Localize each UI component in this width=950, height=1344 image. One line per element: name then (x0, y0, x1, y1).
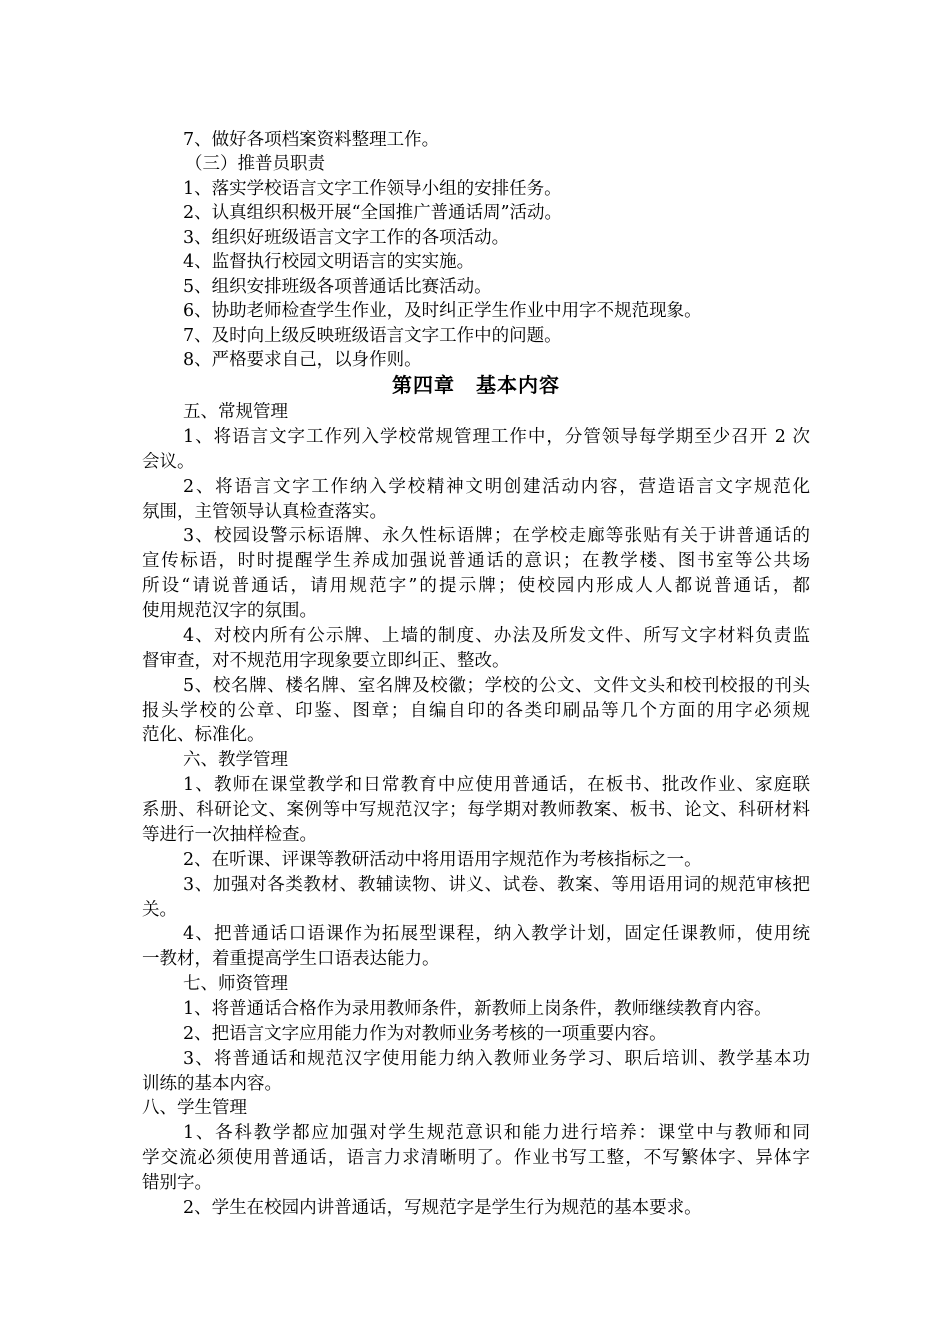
paragraph-line: 系册、科研论文、案例等中写规范汉字；每学期对教师教案、板书、论文、科研材料 (142, 800, 810, 820)
section-heading: 八、学生管理 (142, 1098, 247, 1118)
paragraph-line: 关。 (142, 900, 177, 920)
paragraph-line: 2、学生在校园内讲普通话，写规范字是学生行为规范的基本要求。 (183, 1198, 702, 1218)
paragraph-line: 1、各科教学都应加强对学生规范意识和能力进行培养：课堂中与教师和同 (183, 1123, 810, 1143)
paragraph-line: 学交流必须使用普通话，语言力求清晰明了。作业书写工整，不写繁体字、异体字 (142, 1148, 810, 1168)
paragraph-line: 报头学校的公章、印鉴、图章；自编自印的各类印刷品等几个方面的用字必须规 (142, 701, 810, 721)
paragraph-line: 4、对校内所有公示牌、上墙的制度、办法及所发文件、所写文字材料负责监 (183, 626, 810, 646)
section-heading: 七、师资管理 (183, 974, 288, 994)
paragraph-line: 训练的基本内容。 (142, 1074, 282, 1094)
list-item: 6、协助老师检查学生作业，及时纠正学生作业中用字不规范现象。 (183, 301, 702, 321)
section-heading: 五、常规管理 (183, 402, 288, 422)
paragraph-line: 1、教师在课堂教学和日常教育中应使用普通话，在板书、批改作业、家庭联 (183, 775, 810, 795)
paragraph-line: 3、将普通话和规范汉字使用能力纳入教师业务学习、职后培训、教学基本功 (183, 1049, 810, 1069)
paragraph-line: 3、校园设警示标语牌、永久性标语牌；在学校走廊等张贴有关于讲普通话的 (183, 526, 810, 546)
paragraph-line: 2、将语言文字工作纳入学校精神文明创建活动内容，营造语言文字规范化 (183, 477, 810, 497)
paragraph-line: 错别字。 (142, 1173, 212, 1193)
list-item: 5、组织安排班级各项普通话比赛活动。 (183, 277, 492, 297)
list-item: 1、落实学校语言文字工作领导小组的安排任务。 (183, 179, 562, 199)
paragraph-line: 宣传标语，时时提醒学生养成加强说普通话的意识；在教学楼、图书室等公共场 (142, 551, 810, 571)
paragraph-line: 4、把普通话口语课作为拓展型课程，纳入教学计划，固定任课教师，使用统 (183, 924, 810, 944)
paragraph-line: 一教材，着重提高学生口语表达能力。 (142, 949, 440, 969)
paragraph-line: 3、加强对各类教材、教辅读物、讲义、试卷、教案、等用语用词的规范审核把 (183, 875, 810, 895)
paragraph-line: 2、在听课、评课等教研活动中将用语用字规范作为考核指标之一。 (183, 850, 702, 870)
paragraph-line: 督审查，对不规范用字现象要立即纠正、整改。 (142, 651, 510, 671)
paragraph-line: 所设“请说普通话，请用规范字”的提示牌；使校园内形成人人都说普通话，都 (142, 576, 810, 596)
paragraph-line: 2、把语言文字应用能力作为对教师业务考核的一项重要内容。 (183, 1024, 667, 1044)
paragraph-line: 7、做好各项档案资料整理工作。 (183, 130, 440, 150)
section-heading: （三）推普员职责 (185, 154, 325, 174)
paragraph-line: 范化、标准化。 (142, 725, 265, 745)
paragraph-line: 1、将语言文字工作列入学校常规管理工作中，分管领导每学期至少召开 2 次 (183, 427, 810, 447)
paragraph-line: 等进行一次抽样检查。 (142, 825, 317, 845)
list-item: 7、及时向上级反映班级语言文字工作中的问题。 (183, 326, 562, 346)
list-item: 4、监督执行校园文明语言的实实施。 (183, 252, 475, 272)
section-heading: 六、教学管理 (183, 750, 288, 770)
paragraph-line: 会议。 (142, 452, 195, 472)
paragraph-line: 5、校名牌、楼名牌、室名牌及校徽；学校的公文、文件文头和校刊校报的刊头 (183, 676, 810, 696)
paragraph-line: 氛围，主管领导认真检查落实。 (142, 502, 387, 522)
paragraph-line: 使用规范汉字的氛围。 (142, 601, 317, 621)
paragraph-line: 1、将普通话合格作为录用教师条件，新教师上岗条件，教师继续教育内容。 (183, 999, 772, 1019)
chapter-title: 第四章 基本内容 (392, 373, 560, 397)
list-item: 3、组织好班级语言文字工作的各项活动。 (183, 228, 510, 248)
list-item: 8、严格要求自己，以身作则。 (183, 350, 422, 370)
list-item: 2、认真组织积极开展“全国推广普通话周”活动。 (183, 203, 563, 223)
